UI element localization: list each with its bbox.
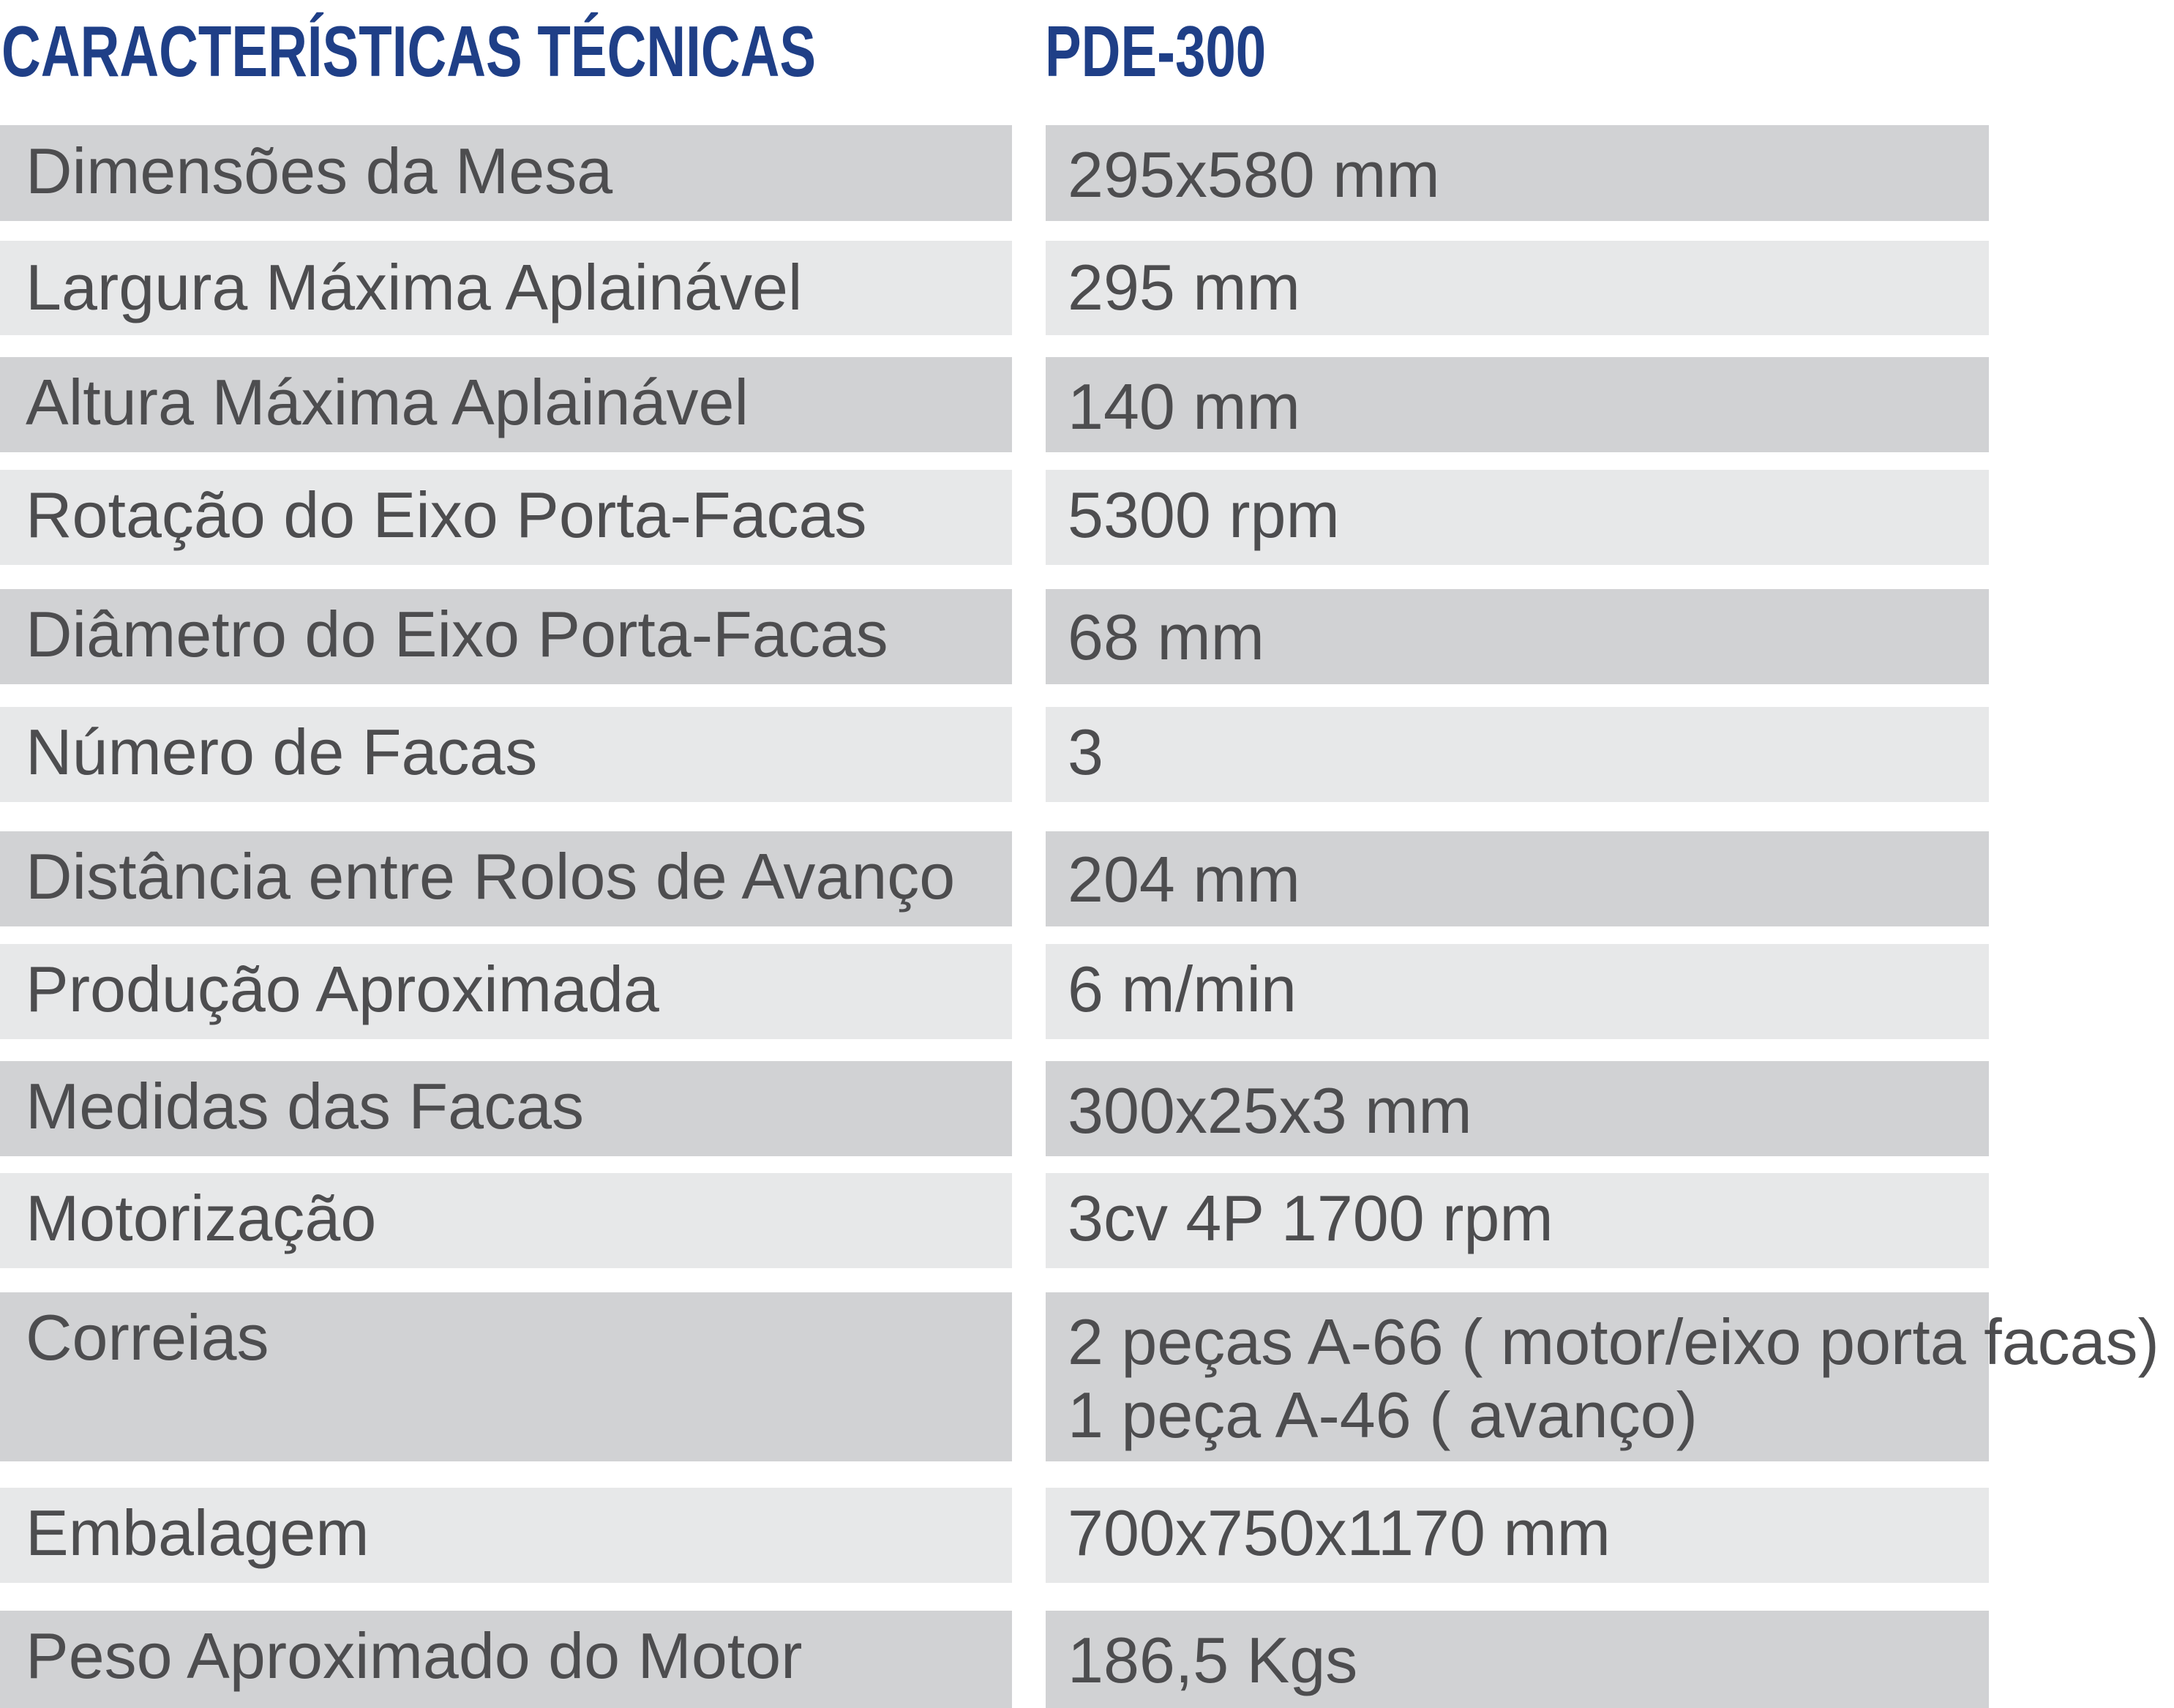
spec-label-cell xyxy=(0,944,1012,1039)
spec-value-cell xyxy=(1046,1061,1989,1156)
spec-row-max-planing-width xyxy=(0,241,2174,335)
spec-label: Peso Aproximado do Motor xyxy=(26,1619,803,1692)
spec-row-cutterhead-rotation xyxy=(0,470,2174,565)
spec-label-cell xyxy=(0,707,1012,802)
spec-label-cell xyxy=(0,241,1012,335)
spec-label-cell xyxy=(0,1611,1012,1708)
spec-label-cell xyxy=(0,589,1012,684)
spec-value: 3cv 4P 1700 rpm xyxy=(1068,1182,1553,1254)
spec-value-cell xyxy=(1046,707,1989,802)
spec-value-cell xyxy=(1046,589,1989,684)
spec-label-cell xyxy=(0,470,1012,565)
spec-label: Largura Máxima Aplainável xyxy=(26,251,803,323)
spec-value-cell xyxy=(1046,1488,1989,1583)
spec-row-belts xyxy=(0,1292,2174,1461)
spec-value-cell xyxy=(1046,357,1989,452)
spec-row-packaging xyxy=(0,1488,2174,1583)
spec-value: 204 mm xyxy=(1068,843,1300,915)
spec-value-cell xyxy=(1046,1173,1989,1268)
spec-value: 6 m/min xyxy=(1068,953,1297,1025)
spec-label: Dimensões da Mesa xyxy=(26,135,613,207)
spec-label-cell xyxy=(0,1173,1012,1268)
spec-row-motorization xyxy=(0,1173,2174,1268)
spec-label-cell xyxy=(0,1488,1012,1583)
model-title: PDE-300 xyxy=(1045,11,1267,91)
spec-value-cell xyxy=(1046,470,1989,565)
spec-value-cell xyxy=(1046,831,1989,926)
spec-value: 186,5 Kgs xyxy=(1068,1624,1358,1696)
spec-label: Medidas das Facas xyxy=(26,1070,585,1142)
spec-row-approximate-motor-weight xyxy=(0,1611,2174,1708)
spec-value: 68 mm xyxy=(1068,601,1264,673)
spec-row-max-planing-height xyxy=(0,357,2174,452)
spec-value: 3 xyxy=(1068,716,1103,788)
spec-label: Altura Máxima Aplainável xyxy=(26,366,749,438)
spec-value-cell xyxy=(1046,1292,2159,1461)
spec-label-cell xyxy=(0,125,1012,221)
spec-value: 700x750x1170 mm xyxy=(1068,1497,1611,1569)
spec-value: 295 mm xyxy=(1068,251,1300,323)
spec-label: Motorização xyxy=(26,1182,377,1254)
spec-label: Embalagem xyxy=(26,1497,370,1569)
spec-row-cutterhead-diameter xyxy=(0,589,2174,684)
spec-row-table-dimensions xyxy=(0,125,2174,221)
spec-label: Número de Facas xyxy=(26,716,538,788)
spec-value-cell xyxy=(1046,125,1989,221)
spec-label: Rotação do Eixo Porta-Facas xyxy=(26,479,867,551)
spec-value: 140 mm xyxy=(1068,370,1300,443)
spec-row-number-of-knives xyxy=(0,707,2174,802)
spec-value: 5300 rpm xyxy=(1068,479,1340,551)
spec-label-cell xyxy=(0,1292,1012,1461)
spec-row-feed-roller-distance xyxy=(0,831,2174,926)
spec-label: Distância entre Rolos de Avanço xyxy=(26,840,956,913)
spec-label: Produção Aproximada xyxy=(26,953,659,1025)
spec-row-approximate-production xyxy=(0,944,2174,1039)
spec-value-cell xyxy=(1046,944,1989,1039)
spec-value-cell xyxy=(1046,1611,1989,1708)
page-title: CARACTERÍSTICAS TÉCNICAS xyxy=(1,11,817,91)
spec-row-knife-dimensions xyxy=(0,1061,2174,1156)
spec-label: Diâmetro do Eixo Porta-Facas xyxy=(26,598,888,670)
spec-value: 300x25x3 mm xyxy=(1068,1074,1472,1147)
spec-value: 2 peças A-66 ( motor/eixo porta facas) 1 peça A-46 ( avanço) xyxy=(1068,1306,2159,1451)
spec-value: 295x580 mm xyxy=(1068,138,1440,211)
spec-label: Correias xyxy=(26,1301,269,1374)
spec-label-cell xyxy=(0,357,1012,452)
spec-label-cell xyxy=(0,831,1012,926)
spec-label-cell xyxy=(0,1061,1012,1156)
spec-value-cell xyxy=(1046,241,1989,335)
